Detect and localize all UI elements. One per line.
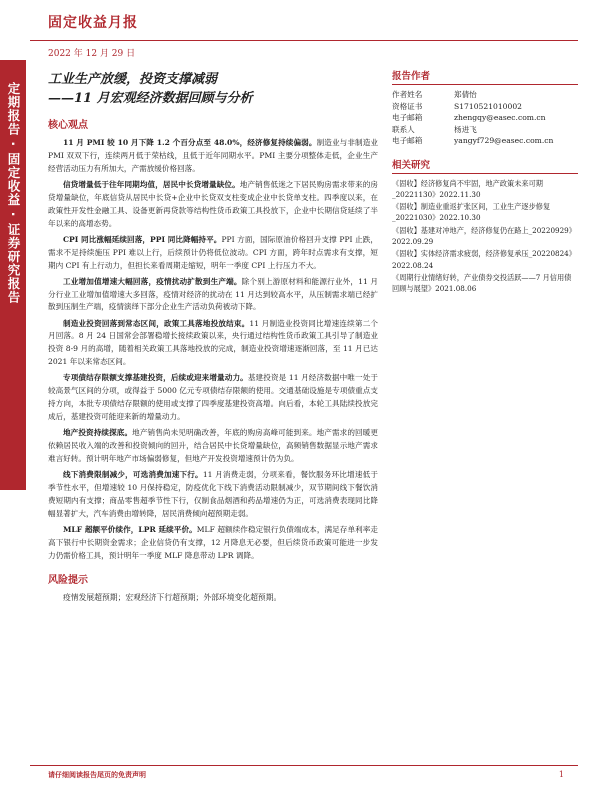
- core-paragraph-lead: 地产投资持续探底。: [63, 428, 133, 438]
- core-paragraph: [48, 179, 378, 231]
- analyst-value: 郑倩怡: [454, 90, 477, 99]
- analyst-row: [392, 135, 578, 147]
- core-paragraph-text: 地产销售尚未见明确改善，年底的购房高峰可能到来。地产需求的回暖更依赖居民收入端的改善和投资倾向的回升，结合居民中长贷增量缺位，高频销售数据显示地产需求难言好转。预计明年地产市场偏弱修复，但地产开发投资增速预计仍为负。: [48, 428, 379, 463]
- core-views-body: [48, 137, 378, 563]
- analyst-row: [392, 89, 578, 101]
- analyst-label: 联系人: [392, 124, 415, 134]
- related-research-item[interactable]: 《固收】制造业重返扩张区间，工业生产逐步修复_20221030》2022.10.30: [392, 202, 551, 223]
- report-title-line2: ——11 月宏观经济数据回顾与分析: [48, 91, 253, 106]
- footer-divider: [30, 765, 578, 766]
- analyst-label: 电子邮箱: [392, 136, 423, 145]
- page-number: 1: [558, 770, 564, 779]
- core-paragraph-lead: 11 月 PMI 较 10 月下降 1.2 个百分点至 48.0%，经济修复持续偏弱。: [63, 138, 317, 147]
- header-divider: [30, 40, 578, 41]
- report-date: 2022 年 12 月 29 日: [48, 49, 136, 59]
- footer-disclaimer: 请仔细阅读报告尾页的免责声明: [48, 771, 146, 779]
- analyst-value[interactable]: zhengqy@easec.com.cn: [454, 113, 546, 122]
- core-paragraph: [48, 524, 378, 563]
- related-research-item[interactable]: 《固收】经济修复尚不牢固，地产政策未来可期_20221130》2022.11.30: [392, 178, 543, 199]
- core-paragraph-text: MLF 超额续作稳定银行负债端成本，满足存单利率走高下银行中长期资金需求；企业信贷仍有支撑，12 月降息无必要，但后续货币政策可能进一步发力仍需价格工具，预计明年一季度 MLF 降息带动 LPR 调降。: [48, 524, 378, 560]
- report-title: [48, 70, 378, 108]
- core-paragraph-lead: 专项债结存限额支撑基建投资，后续或迎来增量动力。: [63, 373, 248, 383]
- analyst-value[interactable]: yangyf729@easec.com.cn: [454, 136, 554, 145]
- core-paragraph-text: PPI 方面，国际原油价格回升支撑 PPI 止跌，需求不足持续施压 PPI 难以上行，后续预计仍将低位波动。CPI 方面，跨年时点需求有支撑，短期内 CPI 有上行动力，但担长来看周期走缩短，明年一季度 CPI 上行压力不大。: [48, 234, 378, 270]
- core-paragraph-lead: 线下消费限制减少，可选消费加速下行。: [63, 470, 203, 480]
- core-paragraph-text: 11 月制造业投资同比增速连续第二个月回落。8 月 24 日国常会部署稳增长接续政策以来，央行通过结构性货币政策工具引导了制造业投资 8-9 月的高增，随着相关政策工具落地投放的完成，制造业投资增速逐渐回落，至 11 月已达 2021 年以来常态区间。: [48, 318, 379, 367]
- report-title-line1: 工业生产放缓，投资支撑减弱: [48, 72, 218, 87]
- analyst-row: [392, 124, 578, 136]
- core-paragraph: [48, 318, 378, 370]
- core-paragraph-text: 地产销售低迷之下居民购房需求带来的房贷增量缺位，年底信贷从居民中长贷+企业中长贷双支柱变成企业中长贷单支柱。四季度以来，在政策性开发性金融工具、设备更新再贷款等结构性货币政策工具投放下，企业中长期信贷延续了半年以来的高增态势。: [48, 179, 379, 228]
- sidebar-text: 定期报告 · 固定收益 · 证券研究报告: [6, 82, 21, 304]
- core-paragraph-lead: 制造业投资回落到常态区间，政策工具落地投放结束。: [63, 318, 250, 328]
- core-paragraph: [48, 234, 378, 273]
- related-research-item[interactable]: 《固收】实体经济需求疲弱，经济修复承压_20220824》2022.08.24: [392, 249, 576, 270]
- core-paragraph: [48, 427, 378, 466]
- report-type-title: 固定收益月报: [48, 15, 138, 31]
- sidebar-banner: [0, 60, 26, 490]
- core-paragraph-lead: 信贷增量低于往年同期均值，居民中长贷增量缺位。: [63, 179, 240, 189]
- core-paragraph: [48, 469, 378, 521]
- analyst-row: [392, 112, 578, 124]
- core-paragraph-lead: CPI 同比涨幅延续回落，PPI 同比降幅持平。: [63, 234, 222, 244]
- side-column: [392, 68, 578, 295]
- related-research-item[interactable]: 《周期行业情绪好转，产业债券交投活跃——7 月信用债回顾与展望》2021.08.06: [392, 272, 572, 294]
- core-paragraph-lead: 工业增加值增速大幅回落，疫情扰动扩散到生产端。: [63, 276, 242, 286]
- core-paragraph-text: 制造业与非制造业 PMI 双双下行，连续两月低于荣枯线，且低于近年同期水平。PMI 主要分项整体走低，企业生产经营活动压力有所加大，产需放缓价格回落。: [48, 138, 379, 173]
- core-paragraph: [48, 372, 378, 424]
- core-paragraph: [48, 137, 378, 176]
- risk-heading: 风险提示: [48, 574, 88, 586]
- related-heading: 相关研究: [392, 157, 578, 174]
- analyst-info: [392, 89, 578, 147]
- risk-text: 疫情发展超预期；宏观经济下行超预期；外部环境变化超预期。: [63, 592, 282, 602]
- analyst-heading: 报告作者: [392, 68, 578, 85]
- analyst-label: 作者姓名: [392, 90, 423, 99]
- analyst-value: 杨进飞: [454, 124, 477, 134]
- core-paragraph-text: 11 月消费走弱，分项来看，餐饮服务环比增速低于季节性水平，但增速较 10 月保持稳定，防疫优化下线下消费活动限制减少，双节期间线下餐饮消费短期内有支撑；商品零售超季节性下行，仅制食品烟酒和药品增速仍为正，可选消费表现同比降幅显著扩大，汽车消费由增转降，居民消费倾向超预期走弱。: [48, 470, 378, 518]
- core-paragraph: [48, 276, 378, 315]
- core-paragraph-lead: MLF 超额平价续作，LPR 延续平价。: [63, 524, 197, 534]
- main-column: [48, 70, 378, 603]
- analyst-label: 资格证书: [392, 101, 423, 111]
- related-research-list: [392, 178, 578, 295]
- core-paragraph-text: 基建投资是 11 月经济数据中唯一处于较高景气区间的分项，或得益于 5000 亿元专项债结存限额的使用。交通基础设施是专项债重点支持方向，本批专项债结存限额的使用或支撑了四季度基建投资高增。向后看，本轮工具陆续投放完成后，基建投资可能迎来新的增量动力。: [48, 373, 378, 422]
- analyst-row: [392, 101, 578, 113]
- analyst-label: 电子邮箱: [392, 113, 423, 122]
- analyst-value: S1710521010002: [454, 101, 523, 111]
- core-paragraph-text: 除个别上游原材料和能源行业外，11 月分行业工业增加值增速大多回落，疫情对经济的扰动在 11 月达到较高水平，从压制需求端已经扩散到压制生产端，疫情演绎下部分企业生产活动负荷被动下降。: [48, 276, 379, 312]
- core-views-heading: 核心观点: [48, 120, 88, 131]
- related-research-item[interactable]: 《固收】基建对冲地产，经济修复仍在路上_20220929》2022.09.29: [392, 225, 576, 246]
